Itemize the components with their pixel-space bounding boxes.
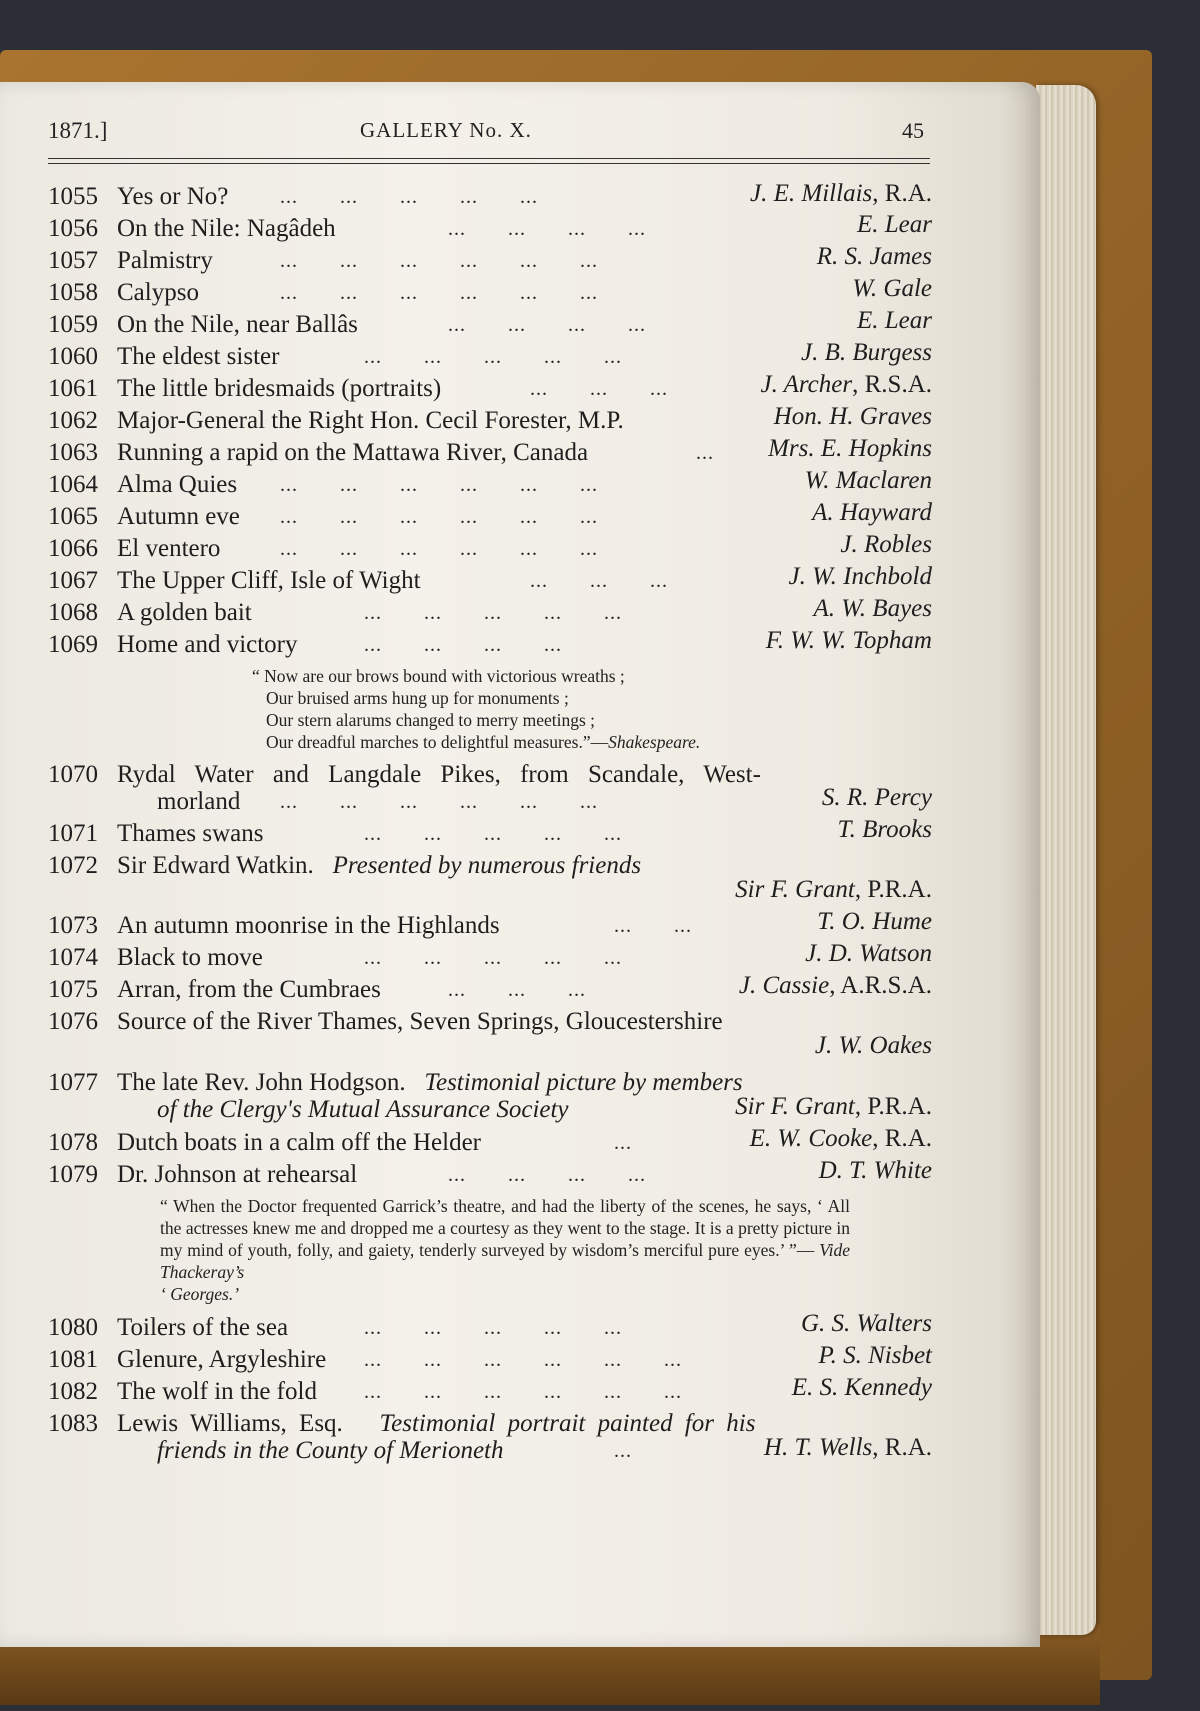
entry-number: 1077 bbox=[48, 1069, 98, 1096]
entry-number: 1057 bbox=[48, 247, 98, 274]
entry-artist bbox=[815, 1032, 932, 1060]
entry-artist bbox=[801, 1310, 932, 1338]
entry-title: Black to move bbox=[117, 944, 263, 971]
entry-number: 1075 bbox=[48, 976, 98, 1003]
leader-dots: ... bbox=[696, 442, 714, 464]
leader-dots: ... ... ... ... ... bbox=[280, 186, 538, 208]
artist-suffix: , A.R.S.A. bbox=[829, 972, 932, 999]
entry-artist bbox=[735, 1093, 932, 1121]
entry-number: 1060 bbox=[48, 343, 98, 370]
entry-artist bbox=[852, 275, 932, 303]
entry-number: 1082 bbox=[48, 1378, 98, 1405]
artist-name: P. S. Nisbet bbox=[818, 1342, 932, 1369]
artist-suffix: , R.S.A. bbox=[852, 371, 932, 398]
artist-name: R. S. James bbox=[816, 243, 932, 270]
entry-title: Dr. Johnson at rehearsal bbox=[117, 1161, 358, 1188]
entry-title: Glenure, Argyleshire bbox=[117, 1346, 327, 1373]
entry-title: El ventero bbox=[117, 535, 221, 562]
entry-title: Rydal Water and Langdale Pikes, from Scandale, West- bbox=[117, 761, 761, 788]
artist-suffix: , P.R.A. bbox=[854, 1093, 932, 1120]
artist-name: Mrs. E. Hopkins bbox=[768, 435, 932, 462]
artist-suffix: , R.A. bbox=[872, 1125, 932, 1152]
artist-name: G. S. Walters bbox=[800, 1310, 932, 1337]
entry-title-continuation: of the Clergy's Mutual Assurance Society bbox=[157, 1096, 569, 1123]
artist-name: J. B. Burgess bbox=[801, 339, 932, 366]
artist-suffix: , P.R.A. bbox=[854, 876, 932, 903]
entry-note: Testimonial picture by members bbox=[424, 1069, 743, 1096]
entry-artist bbox=[750, 1125, 932, 1153]
entry-number: 1079 bbox=[48, 1161, 98, 1188]
entry-number: 1080 bbox=[48, 1314, 98, 1341]
quote-vide: Vide Thackeray’s bbox=[160, 1240, 850, 1282]
artist-name: W. Maclaren bbox=[804, 467, 932, 494]
entry-number: 1056 bbox=[48, 215, 98, 242]
entry-title: Toilers of the sea bbox=[117, 1314, 289, 1341]
leader-dots: ... ... ... ... ... ... bbox=[280, 250, 598, 272]
entry-title: The Upper Cliff, Isle of Wight bbox=[117, 567, 421, 594]
artist-name: D. T. White bbox=[818, 1157, 932, 1184]
entry-number: 1062 bbox=[48, 407, 98, 434]
entry-title bbox=[117, 1069, 743, 1097]
entry-number: 1073 bbox=[48, 912, 98, 939]
entry-artist bbox=[768, 435, 932, 463]
entry-artist bbox=[774, 403, 932, 431]
artist-name: Sir F. Grant bbox=[735, 876, 855, 903]
leader-dots: ... bbox=[614, 1440, 632, 1462]
header-rule bbox=[48, 163, 930, 164]
artist-name: T. Brooks bbox=[837, 816, 932, 843]
artist-name: Sir F. Grant bbox=[735, 1093, 855, 1120]
entry-title: The little bridesmaids (portraits) bbox=[117, 375, 442, 402]
entry-title-text: Lewis Williams, Esq. bbox=[117, 1410, 343, 1437]
header-rule bbox=[48, 158, 930, 159]
artist-name: J. W. Oakes bbox=[814, 1032, 932, 1059]
entry-title: Major-General the Right Hon. Cecil Forester, M.P. bbox=[117, 407, 624, 434]
page-number: 45 bbox=[902, 118, 924, 143]
leader-dots: ... ... ... bbox=[530, 378, 668, 400]
quote-work: ‘ Georges.’ bbox=[160, 1284, 240, 1304]
artist-name: E. Lear bbox=[857, 307, 932, 334]
entry-artist bbox=[819, 1342, 932, 1370]
entry-artist bbox=[789, 563, 933, 591]
artist-name: E. W. Cooke bbox=[749, 1125, 873, 1152]
entry-artist bbox=[805, 940, 932, 968]
entry-title: Palmistry bbox=[117, 247, 213, 274]
entry-note: Presented by numerous friends bbox=[332, 852, 642, 879]
entry-title: Calypso bbox=[117, 279, 199, 306]
artist-name: J. Archer bbox=[760, 371, 853, 398]
quote-source: Shakespeare. bbox=[608, 732, 701, 752]
entry-number: 1055 bbox=[48, 183, 98, 210]
artist-name: S. R. Percy bbox=[821, 784, 932, 811]
entry-number: 1069 bbox=[48, 631, 98, 658]
entry-artist bbox=[817, 908, 932, 936]
quote-line: Our bruised arms hung up for monuments ; bbox=[266, 688, 569, 708]
leader-dots: ... ... ... ... ... ... bbox=[280, 506, 598, 528]
artist-name: J. Robles bbox=[840, 531, 932, 558]
entry-artist bbox=[838, 816, 932, 844]
quote-line bbox=[266, 731, 700, 753]
artist-name: T. O. Hume bbox=[817, 908, 932, 935]
entry-artist bbox=[735, 876, 932, 904]
artist-suffix: , R.A. bbox=[872, 180, 932, 207]
entry-number: 1076 bbox=[48, 1008, 98, 1035]
entry-title: Thames swans bbox=[117, 820, 264, 847]
entry-artist bbox=[750, 180, 932, 208]
entry-artist bbox=[857, 211, 932, 239]
artist-name: J. E. Millais bbox=[750, 180, 873, 207]
entry-number: 1081 bbox=[48, 1346, 98, 1373]
leader-dots: ... ... ... ... bbox=[364, 634, 562, 656]
quote-line: Our stern alarums changed to merry meetings ; bbox=[266, 710, 595, 730]
leader-dots: ... ... ... ... ... ... bbox=[364, 1349, 682, 1371]
entry-artist bbox=[764, 1434, 932, 1462]
leader-dots: ... ... ... ... bbox=[448, 218, 646, 240]
entry-artist bbox=[857, 307, 932, 335]
entry-title: Alma Quies bbox=[117, 471, 238, 498]
artist-name: E. S. Kennedy bbox=[791, 1374, 932, 1401]
entry-number: 1078 bbox=[48, 1129, 98, 1156]
entry-number: 1071 bbox=[48, 820, 98, 847]
leader-dots: ... ... bbox=[614, 915, 692, 937]
entry-number: 1066 bbox=[48, 535, 98, 562]
leader-dots: ... ... ... bbox=[530, 570, 668, 592]
entry-artist bbox=[801, 339, 932, 367]
leader-dots: ... ... ... ... ... ... bbox=[280, 538, 598, 560]
leader-dots: ... ... ... ... bbox=[448, 1164, 646, 1186]
entry-artist bbox=[812, 499, 932, 527]
header-title: GALLERY No. X. bbox=[360, 118, 532, 142]
leader-dots: ... ... ... ... ... bbox=[364, 346, 622, 368]
entry-artist bbox=[739, 972, 932, 1000]
entry-number: 1063 bbox=[48, 439, 98, 466]
entry-artist bbox=[760, 371, 932, 399]
entry-title-text: The late Rev. John Hodgson. bbox=[117, 1069, 406, 1096]
entry-title bbox=[117, 1410, 755, 1438]
artist-name: E. Lear bbox=[857, 211, 932, 238]
entry-title: On the Nile, near Ballâs bbox=[117, 311, 358, 338]
entry-artist bbox=[819, 1157, 932, 1185]
entry-title: Yes or No? bbox=[117, 183, 229, 210]
leader-dots: ... ... ... bbox=[448, 979, 586, 1001]
artist-name: A. Hayward bbox=[812, 499, 932, 526]
leader-dots: ... bbox=[614, 1132, 632, 1154]
leader-dots: ... ... ... ... ... ... bbox=[280, 282, 598, 304]
entry-title: Autumn eve bbox=[117, 503, 240, 530]
entry-artist bbox=[817, 243, 932, 271]
entry-number: 1061 bbox=[48, 375, 98, 402]
artist-name: A. W. Bayes bbox=[813, 595, 932, 622]
leader-dots: ... ... ... ... ... ... bbox=[280, 791, 598, 813]
entry-number: 1065 bbox=[48, 503, 98, 530]
leader-dots: ... ... ... ... ... bbox=[364, 1317, 622, 1339]
leader-dots: ... ... ... ... ... bbox=[364, 823, 622, 845]
quote-block bbox=[160, 1195, 850, 1305]
entry-title: A golden bait bbox=[117, 599, 252, 626]
entry-artist bbox=[822, 784, 932, 812]
artist-name: H. T. Wells bbox=[763, 1434, 873, 1461]
entry-title: The eldest sister bbox=[117, 343, 280, 370]
quote-text: Our dreadful marches to delightful measures.”— bbox=[266, 732, 609, 752]
entry-artist bbox=[766, 627, 932, 655]
quote-line: “ Now are our brows bound with victorious wreaths ; bbox=[252, 666, 625, 686]
entry-number: 1074 bbox=[48, 944, 98, 971]
leader-dots: ... ... ... ... ... bbox=[364, 947, 622, 969]
entry-title: Dutch boats in a calm off the Helder bbox=[117, 1129, 482, 1156]
entry-title: Home and victory bbox=[117, 631, 298, 658]
entry-title bbox=[117, 852, 641, 880]
artist-name: F. W. W. Topham bbox=[765, 627, 932, 654]
entry-artist bbox=[805, 467, 932, 495]
entry-title: Arran, from the Cumbraes bbox=[117, 976, 381, 1003]
artist-name: J. Cassie bbox=[738, 972, 830, 999]
entry-artist bbox=[840, 531, 932, 559]
entry-title: The wolf in the fold bbox=[117, 1378, 317, 1405]
artist-name: W. Gale bbox=[852, 275, 932, 302]
entry-title: Source of the River Thames, Seven Springs, Gloucestershire bbox=[117, 1008, 723, 1035]
entry-number: 1070 bbox=[48, 761, 98, 788]
artist-name: Hon. H. Graves bbox=[773, 403, 932, 430]
entry-number: 1064 bbox=[48, 471, 98, 498]
entry-title-text: Sir Edward Watkin. bbox=[117, 852, 314, 879]
artist-name: J. D. Watson bbox=[805, 940, 932, 967]
entry-title-continuation: friends in the County of Merioneth bbox=[157, 1437, 504, 1464]
entry-artist bbox=[792, 1374, 932, 1402]
leader-dots: ... ... ... ... bbox=[448, 314, 646, 336]
entry-number: 1059 bbox=[48, 311, 98, 338]
artist-name: J. W. Inchbold bbox=[788, 563, 932, 590]
leader-dots: ... ... ... ... ... ... bbox=[364, 1381, 682, 1403]
artist-suffix: , R.A. bbox=[872, 1434, 932, 1461]
entry-title-continuation: morland bbox=[157, 788, 241, 815]
entry-number: 1058 bbox=[48, 279, 98, 306]
entry-title: On the Nile: Nagâdeh bbox=[117, 215, 336, 242]
entry-title: An autumn moonrise in the Highlands bbox=[117, 912, 500, 939]
header-year: 1871.] bbox=[48, 118, 108, 143]
entry-note: Testimonial portrait painted for his bbox=[379, 1410, 756, 1437]
leader-dots: ... ... ... ... ... bbox=[364, 602, 622, 624]
entry-artist bbox=[814, 595, 933, 623]
entry-number: 1083 bbox=[48, 1410, 98, 1437]
page-edges bbox=[1036, 85, 1096, 1635]
entry-number: 1067 bbox=[48, 567, 98, 594]
entry-number: 1072 bbox=[48, 852, 98, 879]
entry-number: 1068 bbox=[48, 599, 98, 626]
entry-title: Running a rapid on the Mattawa River, Canada bbox=[117, 439, 589, 466]
leader-dots: ... ... ... ... ... ... bbox=[280, 474, 598, 496]
quote-text: “ When the Doctor frequented Garrick’s theatre, and had the liberty of the scenes, he says, ‘ All the actresses knew me and dropped me a courtesy as they went to the stage. It is a pretty picture in my mind of youth, folly, and gaiety, tenderly surveyed by wisdom’s merciful pure eyes.’ ”— bbox=[160, 1196, 850, 1260]
